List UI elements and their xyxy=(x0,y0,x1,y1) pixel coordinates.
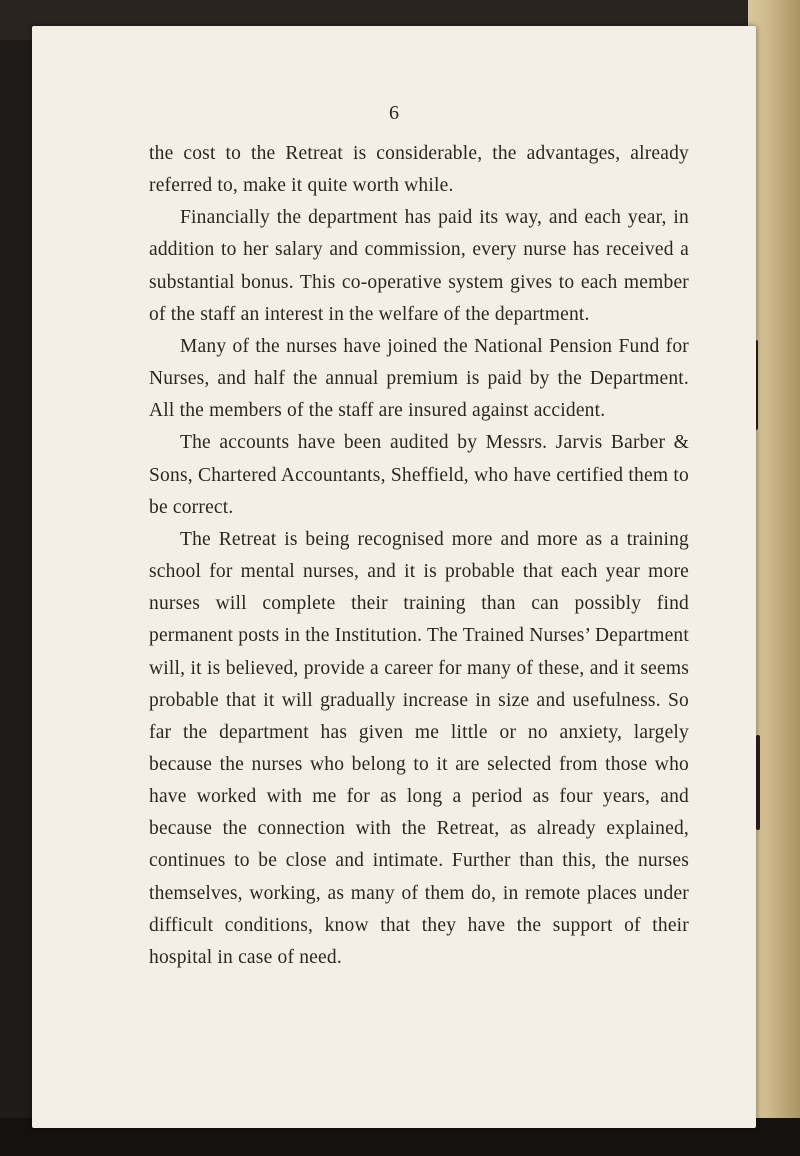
paragraph-financial: Financially the department has paid its way, and each year, in addition to her salary and commission, every nurse has received a substantial bonus. This co-operative system gives to each member of the staff an interest in the welfare of the department. xyxy=(149,207,689,325)
body-text xyxy=(149,138,689,974)
page-number: 6 xyxy=(389,102,399,124)
paragraph-continuation: the cost to the Retreat is considerable, the advantages, already referred to, make it quite worth while. xyxy=(149,143,689,197)
paragraph-training-school: The Retreat is being recognised more and more as a training school for mental nurses, and it is probable that each year more nurses will complete their training than can possibly find permanent posts in the Institution. The Trained Nurses’ Department will, it is believed, provide a career for many of these, and it seems probable that it will gradually increase in size and usefulness. So far the department has given me little or no anxiety, largely because the nurses who belong to it are selected from those who have worked with me for as long a period as four years, and because the connection with the Retreat, as already explained, continues to be close and intimate. Further than this, the nurses themselves, working, as many of them do, in remote places under difficult conditions, know that they have the support of their hospital in case of need. xyxy=(149,528,689,968)
document-page xyxy=(32,26,756,1128)
paragraph-accounts-audit: The accounts have been audited by Messrs. Jarvis Barber & Sons, Chartered Accountants, Sheffield, who have certified them to be correct. xyxy=(149,432,689,518)
page-edge-mark xyxy=(756,735,760,830)
paragraph-pension-fund: Many of the nurses have joined the National Pension Fund for Nurses, and half the annual premium is paid by the Department. All the members of the staff are insured against accident. xyxy=(149,335,689,422)
